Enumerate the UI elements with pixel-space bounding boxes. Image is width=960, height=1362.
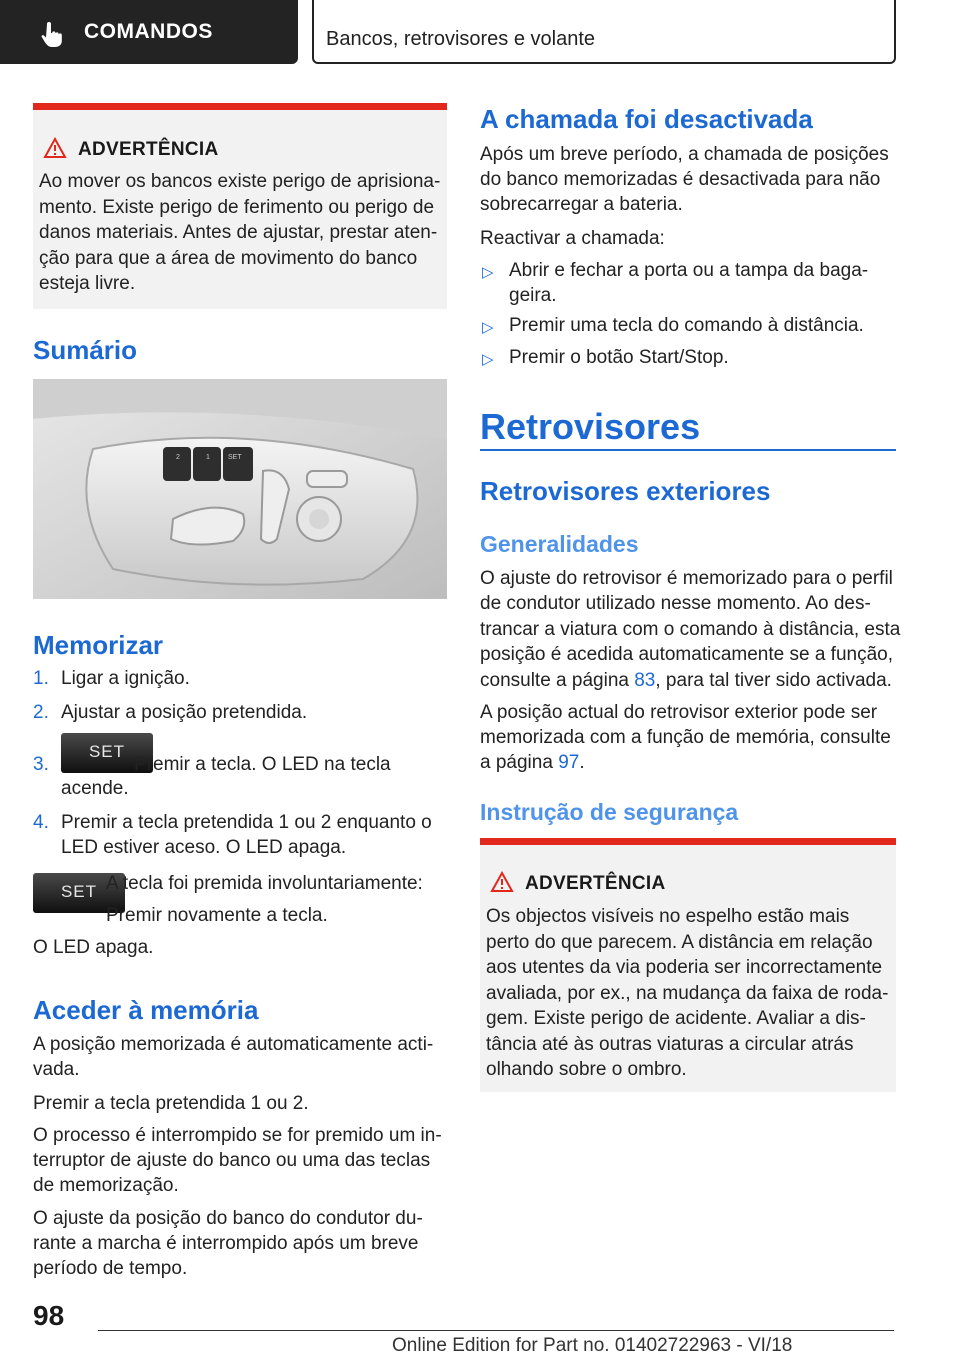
heading-aceder: Aceder à memória — [33, 995, 259, 1025]
paragraph-line: de memorização. — [33, 1175, 179, 1196]
warning-box-seats — [33, 103, 447, 309]
warning-line: danos materiais. Antes de ajustar, prestar aten‐ — [39, 222, 438, 243]
warning-line: Os objectos visíveis no espelho estão mais — [486, 906, 850, 927]
heading-generalidades: Generalidades — [480, 531, 639, 557]
paragraph-line: sobrecarregar a bateria. — [480, 194, 683, 215]
paragraph-line: memorizada com a função de memória, consulte — [480, 727, 891, 748]
warning-box-mirrors — [480, 838, 896, 1092]
heading-retrovisores: Retrovisores — [480, 406, 701, 447]
heading-chamada: A chamada foi desactivada — [480, 104, 813, 134]
step-number: 4. — [33, 812, 49, 833]
warning-triangle-icon — [490, 871, 514, 893]
page-header — [0, 0, 960, 66]
paragraph-line: O processo é interrompido se for premido um in‐ — [33, 1125, 442, 1146]
edition-text: Online Edition for Part no. 01402722963 - VI/18 — [392, 1335, 793, 1356]
heading-memorizar: Memorizar — [33, 630, 164, 660]
step-text: Premir a tecla pretendida 1 ou 2 enquanto o — [61, 812, 432, 833]
warning-line: tância até às outras viaturas a circular atrás — [486, 1033, 854, 1055]
heading-exteriores: Retrovisores exteriores — [480, 476, 771, 506]
led-off-text: O LED apaga. — [33, 937, 154, 958]
warning-line: gem. Existe perigo de acidente. Avaliar a dis‐ — [486, 1008, 866, 1029]
heading-rule — [480, 449, 896, 451]
bullet-text: Premir o botão Start/Stop. — [509, 347, 729, 368]
paragraph-line: rante a marcha é interrompido após um breve — [33, 1233, 419, 1254]
warning-title: ADVERTÊNCIA — [78, 139, 219, 160]
paragraph-line: O ajuste da posição do banco do condutor du‐ — [33, 1208, 423, 1229]
note-text: A tecla foi premida involuntariamente: — [106, 873, 423, 894]
warning-line: aos utentes da via poderia ser incorrectamente — [486, 957, 883, 978]
seat-button-label: SET — [228, 454, 242, 461]
note-text: Premir novamente a tecla. — [106, 905, 328, 926]
step-number: 3. — [33, 754, 49, 775]
paragraph-line: A posição memorizada é automaticamente acti‐ — [33, 1034, 434, 1055]
paragraph-line: posição é acedida automaticamente se a função, — [480, 644, 893, 665]
bullet-triangle-icon: ▷ — [482, 264, 494, 281]
page-link-83[interactable]: 83 — [634, 670, 656, 691]
section-label: COMANDOS — [84, 20, 213, 43]
section-tab — [0, 0, 298, 64]
paragraph-line: Reactivar a chamada: — [480, 228, 665, 249]
step-text: LED estiver aceso. O LED apaga. — [61, 837, 347, 858]
step-number: 1. — [33, 668, 49, 689]
paragraph-line: Premir a tecla pretendida 1 ou 2. — [33, 1093, 309, 1114]
step-text: Ajustar a posição pretendida. — [61, 702, 308, 723]
step-number: 2. — [33, 702, 49, 723]
warning-line: avaliada, por ex., na mudança da faixa de roda‐ — [486, 982, 889, 1004]
footer-rule — [98, 1330, 894, 1331]
step-text: Premir a tecla. O LED na tecla — [134, 754, 391, 775]
seat-button-label: 2 — [176, 454, 180, 461]
bullet-text: Premir uma tecla do comando à distância. — [509, 315, 864, 336]
bullet-triangle-icon: ▷ — [482, 351, 494, 368]
paragraph-line: a página 97. — [480, 752, 585, 773]
heading-seguranca: Instrução de segurança — [480, 799, 739, 825]
warning-title: ADVERTÊNCIA — [525, 873, 666, 894]
bullet-text: geira. — [509, 285, 557, 306]
step-text: acende. — [61, 778, 129, 799]
seat-controls-photo — [33, 379, 447, 599]
page-number: 98 — [33, 1300, 65, 1331]
paragraph-line: vada. — [33, 1059, 80, 1080]
warning-line: esteja livre. — [39, 273, 136, 294]
warning-line: olhando sobre o ombro. — [486, 1059, 687, 1080]
set-button-label: SET — [60, 882, 98, 901]
page-link-97[interactable]: 97 — [558, 752, 580, 773]
heading-sumario: Sumário — [33, 335, 138, 365]
paragraph-line: período de tempo. — [33, 1258, 188, 1279]
paragraph-line: Após um breve período, a chamada de posições — [480, 144, 889, 165]
warning-line: ção para que a área de movimento do banco — [39, 247, 418, 269]
bullet-triangle-icon: ▷ — [482, 319, 494, 336]
paragraph-line: do banco memorizadas é desactivada para não — [480, 169, 881, 190]
set-button-label: SET — [88, 742, 126, 761]
paragraph-line: O ajuste do retrovisor é memorizado para o perfil — [480, 568, 893, 589]
hand-pointer-icon — [38, 22, 64, 48]
paragraph-line: trancar a viatura com o comando à distância, esta — [480, 619, 901, 640]
paragraph-line: terruptor de ajuste do banco ou uma das teclas — [33, 1150, 431, 1171]
paragraph-line: A posição actual do retrovisor exterior pode ser — [480, 702, 878, 723]
warning-line: Ao mover os bancos existe perigo de aprisiona‐ — [39, 171, 441, 192]
warning-triangle-icon — [43, 137, 67, 159]
warning-line: mento. Existe perigo de ferimento ou perigo de — [39, 196, 435, 218]
chapter-title: Bancos, retrovisores e volante — [326, 28, 596, 50]
chapter-box — [312, 0, 896, 64]
warning-line: perto do que parecem. A distância em relação — [486, 931, 873, 953]
step-text: Ligar a ignição. — [61, 668, 190, 689]
paragraph-line: consulte a página 83, para tal tiver sido activada. — [480, 670, 892, 691]
seat-button-label: 1 — [206, 454, 210, 461]
paragraph-line: de condutor utilizado nesse momento. Ao des‐ — [480, 593, 871, 614]
bullet-text: Abrir e fechar a porta ou a tampa da baga‐ — [509, 260, 869, 281]
